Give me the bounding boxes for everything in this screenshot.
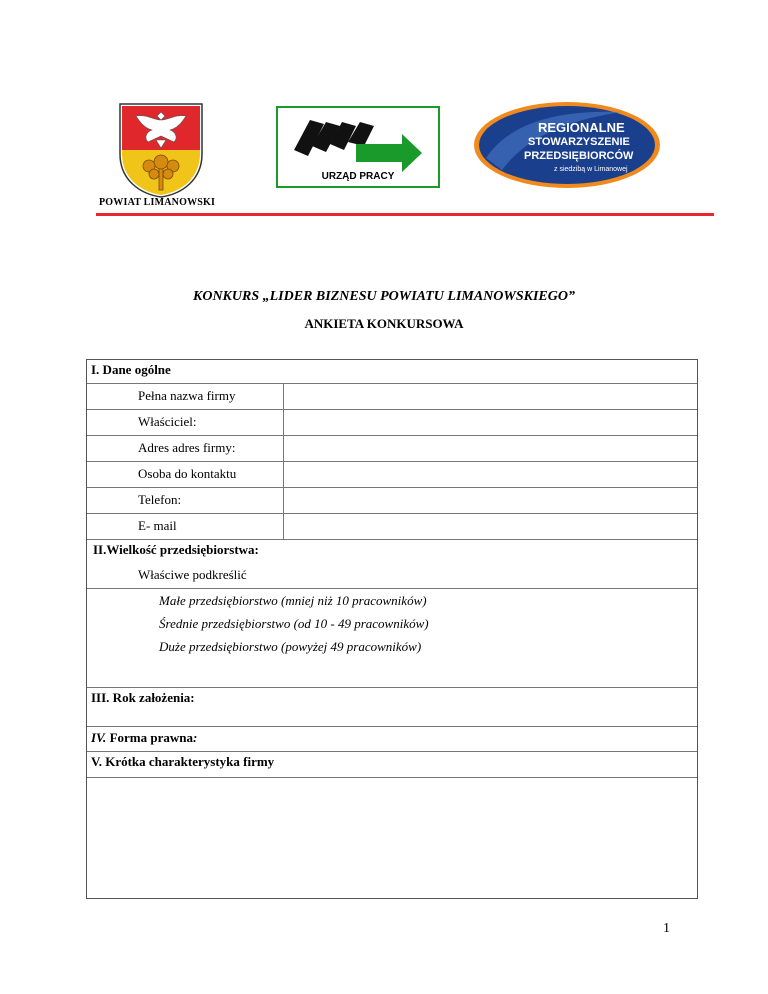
section1-heading: I. Dane ogólne xyxy=(91,362,171,377)
field-label-email: E- mail xyxy=(138,518,177,533)
labor-office-icon xyxy=(278,110,438,172)
section4-colon: : xyxy=(192,730,198,745)
field-label-company-name: Pełna nazwa firmy xyxy=(138,388,236,403)
contact-person-input-cell[interactable] xyxy=(283,462,697,487)
section3-heading: III. Rok założenia: xyxy=(91,690,195,705)
field-row-phone xyxy=(87,487,697,513)
address-input-cell[interactable] xyxy=(283,436,697,461)
contest-title: KONKURS „LIDER BIZNESU POWIATU LIMANOWSKIEGO” xyxy=(193,289,575,304)
section2-divider xyxy=(87,588,697,589)
company-description-area[interactable] xyxy=(87,777,697,898)
county-label: POWIAT LIMANOWSKI xyxy=(99,197,216,208)
email-input-cell[interactable] xyxy=(283,514,697,539)
association-line4: z siedzibą w Limanowej xyxy=(554,166,628,173)
field-label-owner: Właściciel: xyxy=(138,414,197,429)
section4-roman: IV. xyxy=(91,730,107,745)
size-option-medium[interactable]: Średnie przedsiębiorstwo (od 10 - 49 pracowników) xyxy=(159,616,429,631)
phone-input-cell[interactable] xyxy=(283,488,697,513)
association-line1: REGIONALNE xyxy=(538,120,625,135)
section4-text: Forma prawna xyxy=(106,730,193,745)
association-logo xyxy=(472,100,662,190)
contest-form-table xyxy=(86,359,698,899)
labor-office-label: URZĄD PRACY xyxy=(321,171,395,182)
association-line2: STOWARZYSZENIE xyxy=(528,136,630,148)
field-row-owner xyxy=(87,409,697,435)
company-name-input-cell[interactable] xyxy=(283,384,697,409)
labor-office-logo xyxy=(276,106,440,188)
field-label-contact-person: Osoba do kontaktu xyxy=(138,466,237,481)
size-option-large[interactable]: Duże przedsiębiorstwo (powyżej 49 pracowników) xyxy=(159,639,422,654)
size-option-small[interactable]: Małe przedsiębiorstwo (mniej niż 10 pracowników) xyxy=(159,593,427,608)
county-coat-of-arms-logo xyxy=(116,102,206,198)
field-label-address: Adres adres firmy: xyxy=(138,440,236,455)
field-row-address xyxy=(87,435,697,461)
section5-heading: V. Krótka charakterystyka firmy xyxy=(91,754,275,769)
section2-heading: II.Wielkość przedsiębiorstwa: xyxy=(93,542,259,557)
field-row-contact-person xyxy=(87,461,697,487)
association-line3: PRZEDSIĘBIORCÓW xyxy=(524,150,634,162)
description-heading-row xyxy=(87,751,697,777)
section2-block xyxy=(87,539,697,687)
legal-form-row[interactable] xyxy=(87,726,697,751)
form-title: ANKIETA KONKURSOWA xyxy=(304,316,464,331)
field-label-phone: Telefon: xyxy=(138,492,182,507)
section2-instruction: Właściwe podkreślić xyxy=(138,567,247,582)
founding-year-row[interactable] xyxy=(87,687,697,726)
header-divider xyxy=(96,213,714,216)
owner-input-cell[interactable] xyxy=(283,410,697,435)
field-row-email xyxy=(87,513,697,539)
page-number: 1 xyxy=(663,921,670,936)
field-row-company-name xyxy=(87,383,697,409)
section4-heading xyxy=(91,730,197,746)
